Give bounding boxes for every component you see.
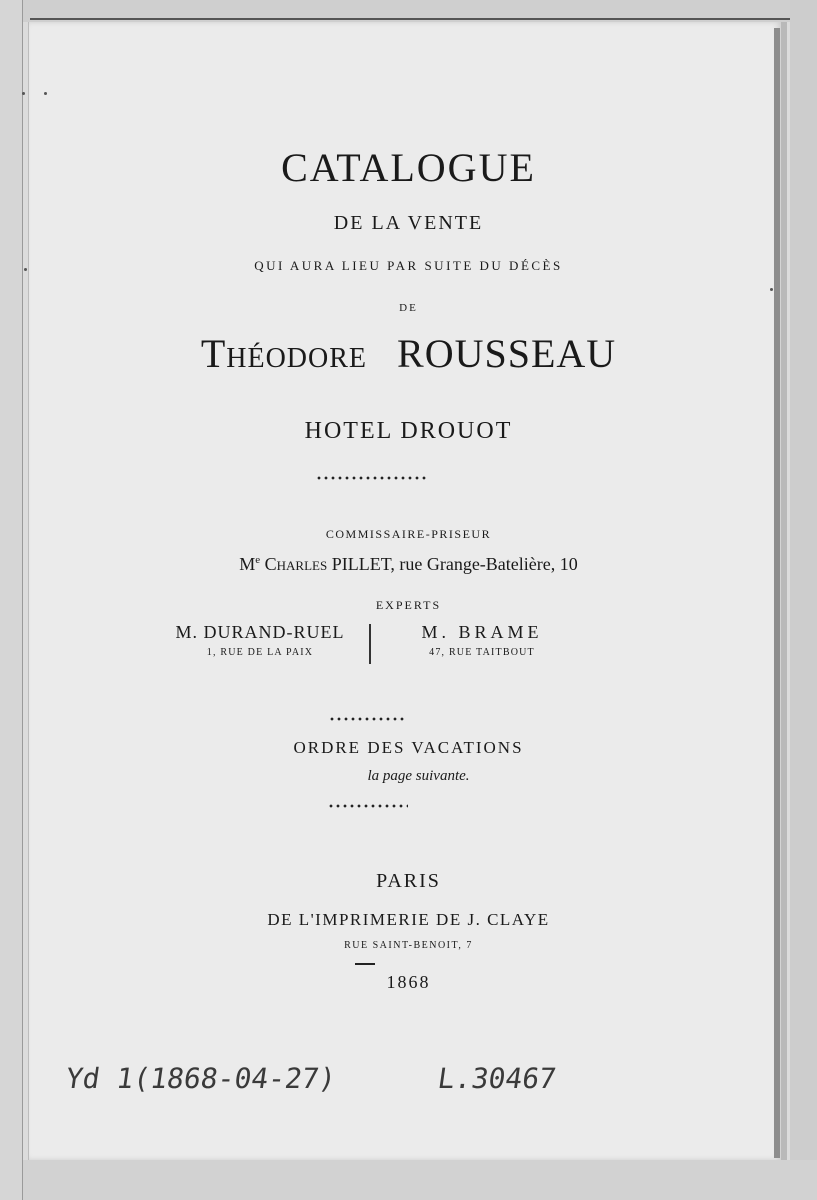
commissaire-first-name: Charles [264, 554, 328, 574]
expert-left-name: M. DURAND-RUEL [175, 622, 345, 642]
commissaire-prefix: M [239, 554, 256, 574]
de-line: DE [399, 302, 418, 314]
scan-speck [22, 92, 25, 95]
imprint-city: PARIS [376, 870, 441, 892]
ornament-divider [328, 803, 408, 809]
commissaire-prefix-sup: e [255, 554, 261, 566]
shelfmark-right: L.30467 [435, 1062, 559, 1095]
scan-speck [24, 268, 27, 271]
imprint-printer: DE L'IMPRIMERIE DE J. CLAYE [267, 910, 550, 929]
expert-right-name: M. BRAME [421, 622, 543, 642]
occasion-line: QUI AURA LIEU PAR SUITE DU DÉCÈS [254, 258, 563, 273]
venue: HOTEL DROUOT [304, 418, 513, 444]
scan-bottom-margin [0, 1160, 817, 1200]
shelfmark-left: Yd 1(1868-04-27) [63, 1062, 339, 1095]
ornament-divider [329, 716, 407, 722]
imprint-year: 1868 [386, 972, 431, 992]
vacations-note: la page suivante. [367, 768, 470, 784]
vacations-title: ORDRE DES VACATIONS [293, 738, 524, 757]
imprint-rule [355, 963, 375, 965]
expert-left-address: 1, RUE DE LA PAIX [206, 647, 314, 658]
expert-right-address: 47, RUE TAITBOUT [429, 647, 535, 658]
catalogue-title: CATALOGUE [281, 145, 536, 190]
scan-top-rule [30, 18, 790, 20]
experts-label: EXPERTS [375, 598, 442, 612]
commissaire-line [0, 554, 817, 575]
artist-first-name: Théodore [200, 331, 368, 376]
expert-left [160, 622, 360, 658]
expert-right [392, 622, 572, 658]
scan-speck [770, 288, 773, 291]
commissaire-label: COMMISSAIRE-PRISEUR [325, 527, 492, 541]
ornament-divider [316, 475, 428, 481]
imprint-street: RUE SAINT-BENOIT, 7 [344, 940, 473, 951]
experts-separator [369, 624, 371, 664]
commissaire-rest: PILLET, rue Grange-Batelière, 10 [331, 554, 578, 574]
scan-speck [44, 92, 47, 95]
subtitle: DE LA VENTE [333, 212, 484, 234]
artist-name [0, 330, 817, 377]
artist-last-name: ROUSSEAU [397, 331, 617, 376]
